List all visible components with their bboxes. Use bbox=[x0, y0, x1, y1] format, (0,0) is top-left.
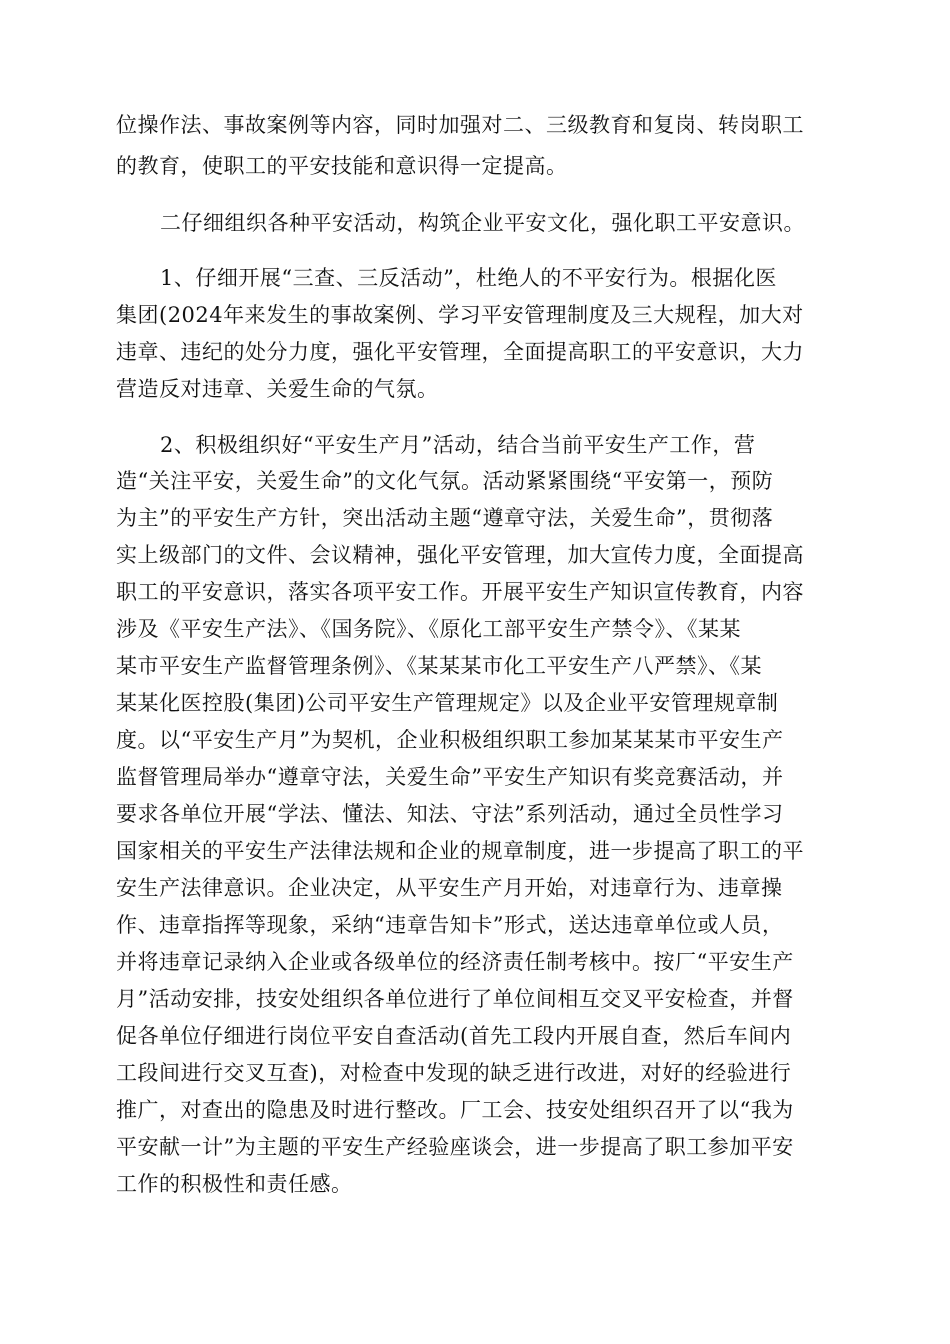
text-line: 平安献一计”为主题的平安生产经验座谈会，进一步提高了职工参加平安 bbox=[116, 1135, 794, 1159]
text-line: 的教育，使职工的平安技能和意识得一定提高。 bbox=[116, 154, 568, 178]
text-line: 职工的平安意识，落实各项平安工作。开展平安生产知识宣传教育，内容 bbox=[116, 580, 804, 604]
text-line: 实上级部门的文件、会议精神，强化平安管理，加大宣传力度，全面提高 bbox=[116, 543, 804, 567]
text-line: 违章、违纪的处分力度，强化平安管理，全面提高职工的平安意识，大力 bbox=[116, 340, 804, 364]
text-line: 营造反对违章、关爱生命的气氛。 bbox=[116, 377, 439, 401]
text-line: 集团(2024年来发生的事故案例、学习平安管理制度及三大规程，加大对 bbox=[116, 303, 804, 327]
section-heading: 二仔细组织各种平安活动，构筑企业平安文化，强化职工平安意识。 bbox=[160, 211, 805, 235]
text-line: 作、违章指挥等现象，采纳“违章告知卡”形式，送达违章单位或人员， bbox=[116, 913, 784, 937]
text-line: 安生产法律意识。企业决定，从平安生产月开始，对违章行为、违章操 bbox=[116, 876, 783, 900]
text-line: 月”活动安排，技安处组织各单位进行了单位间相互交叉平安检查，并督 bbox=[116, 987, 794, 1011]
text-line: 位操作法、事故案例等内容，同时加强对二、三级教育和复岗、转岗职工 bbox=[116, 113, 804, 137]
text-line: 造“关注平安，关爱生命”的文化气氛。活动紧紧围绕“平安第一，预防 bbox=[116, 469, 774, 493]
text-line: 促各单位仔细进行岗位平安自查活动(首先工段内开展自查，然后车间内 bbox=[116, 1024, 792, 1048]
text-line: 工作的积极性和责任感。 bbox=[116, 1172, 353, 1196]
text-line: 工段间进行交叉互查)，对检查中发现的缺乏进行改进，对好的经验进行 bbox=[116, 1061, 792, 1085]
text-line: 某市平安生产监督管理条例》、《某某某市化工平安生产八严禁》、《某 bbox=[116, 654, 762, 678]
text-line: 推广，对查出的隐患及时进行整改。厂工会、技安处组织召开了以“我为 bbox=[116, 1098, 794, 1122]
text-line: 2、积极组织好“平安生产月”活动，结合当前平安生产工作，营 bbox=[160, 433, 756, 457]
text-line: 并将违章记录纳入企业或各级单位的经济责任制考核中。按厂“平安生产 bbox=[116, 950, 794, 974]
text-line: 度。以“平安生产月”为契机，企业积极组织职工参加某某某市平安生产 bbox=[116, 728, 784, 752]
text-line: 某某化医控股(集团)公司平安生产管理规定》以及企业平安管理规章制 bbox=[116, 691, 779, 715]
text-line: 1、仔细开展“三查、三反活动”，杜绝人的不平安行为。根据化医 bbox=[160, 266, 777, 290]
text-line: 要求各单位开展“学法、懂法、知法、守法”系列活动，通过全员性学习 bbox=[116, 802, 784, 826]
text-line: 为主”的平安生产方针，突出活动主题“遵章守法，关爱生命”，贯彻落 bbox=[116, 506, 774, 530]
text-line: 监督管理局举办“遵章守法，关爱生命”平安生产知识有奖竞赛活动，并 bbox=[116, 765, 784, 789]
text-line: 涉及《平安生产法》、《国务院》、《原化工部平安生产禁令》、《某某 bbox=[116, 617, 741, 641]
text-line: 国家相关的平安生产法律法规和企业的规章制度，进一步提高了职工的平 bbox=[116, 839, 804, 863]
